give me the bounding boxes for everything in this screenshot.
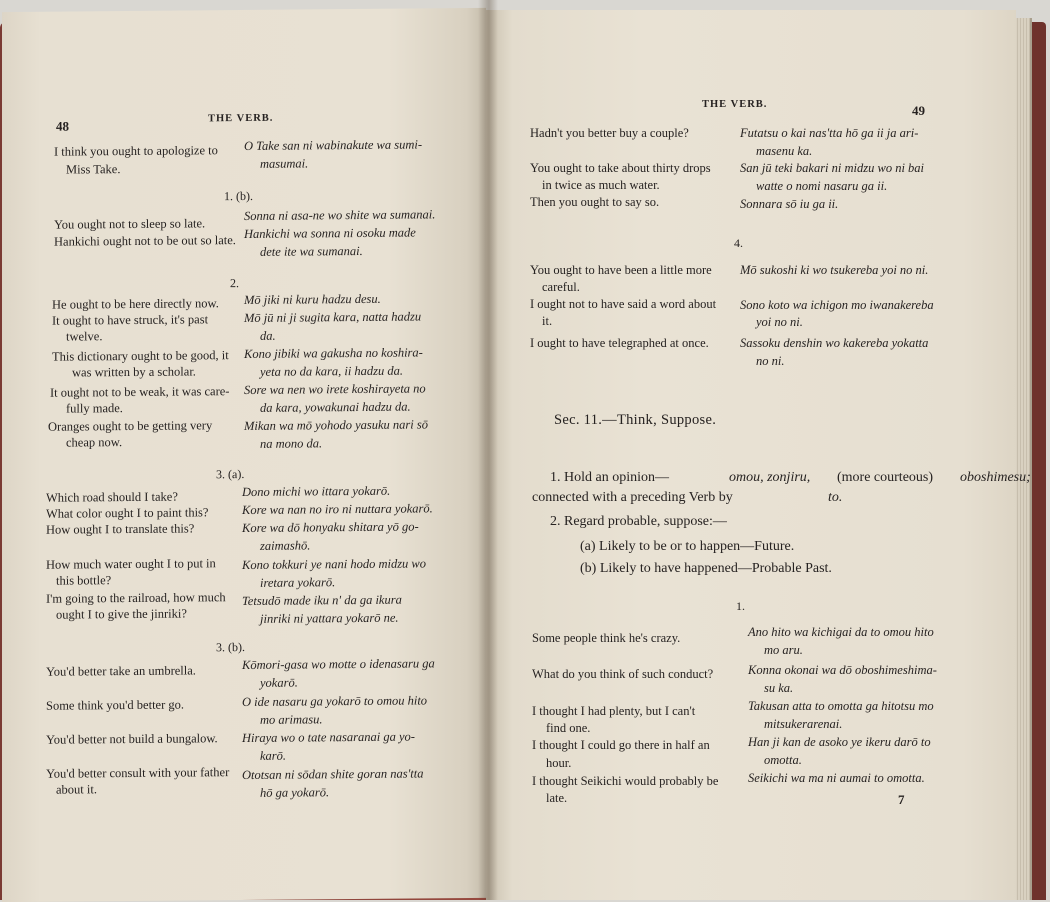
running-head-left: THE VERB.: [208, 112, 274, 125]
left-line-ja: dete ite wa sumanai.: [260, 243, 363, 259]
left-line-en: It ought to have struck, it's past: [52, 312, 209, 328]
right-line-big: (a) Likely to be or to happen—Future.: [580, 539, 795, 554]
right-line-en: Some people think he's crazy.: [532, 631, 681, 645]
left-line-ja: iretara yokarō.: [260, 575, 336, 590]
left-line-ja: Sore wa nen wo irete koshirayeta no: [244, 381, 426, 397]
left-line-en: What color ought I to paint this?: [46, 505, 209, 521]
left-line-ja: yokarō.: [260, 675, 298, 690]
left-line-ja: zaimashō.: [260, 538, 311, 553]
left-line-ja: O ide nasaru ga yokarō to omou hito: [242, 693, 428, 710]
right-line-ja: mitsukerarenai.: [764, 717, 843, 731]
left-line-ja: yeta no da kara, ii hadzu da.: [260, 363, 404, 379]
right-line-ja: su ka.: [764, 681, 794, 695]
left-line-en: I'm going to the railroad, how much: [46, 590, 226, 606]
left-line-ja: Mō jū ni ji sugita kara, natta hadzu: [244, 309, 422, 325]
left-line-ja: masumai.: [260, 156, 309, 171]
left-line-ja: Kore wa dō honyaku shitara yō go-: [242, 519, 419, 536]
right-line-en: You ought to take about thirty drops: [530, 161, 711, 175]
page-number-left: 48: [56, 118, 69, 134]
right-line-en: hour.: [546, 756, 572, 770]
left-line-ja: da.: [260, 328, 276, 343]
right-line-ja: Sassoku denshin wo kakereba yokatta: [740, 336, 929, 350]
left-line-en: cheap now.: [66, 435, 123, 450]
right-line-en: I ought to have telegraphed at once.: [530, 336, 709, 350]
left-line-en: How much water ought I to put in: [46, 556, 216, 572]
right-line-ja: San jū teki bakari ni midzu wo ni bai: [740, 161, 925, 175]
right-line-ja: Mō sukoshi ki wo tsukereba yoi no ni.: [740, 263, 929, 277]
left-line-ja: Ototsan ni sōdan shite goran nas'tta: [242, 766, 424, 783]
right-line-en: it.: [542, 314, 553, 328]
left-line-ja: Tetsudō made iku n' da ga ikura: [242, 592, 402, 609]
right-line-big: connected with a preceding Verb by: [532, 490, 733, 505]
right-line-ja: watte o nomi nasaru ga ii.: [756, 179, 888, 193]
left-line-num: 2.: [230, 276, 239, 291]
left-line-en: Miss Take.: [66, 162, 121, 177]
left-line-en: this bottle?: [56, 573, 112, 588]
left-line-ja: Sonna ni asa-ne wo shite wa sumanai.: [244, 207, 436, 223]
left-line-ja: Hankichi wa sonna ni osoku made: [244, 225, 416, 241]
left-line-num: 1. (b).: [224, 188, 253, 204]
right-line-ja: Sonnara sō iu ga ii.: [740, 197, 839, 211]
left-line-en: ought I to give the jinriki?: [56, 606, 187, 622]
left-line-en: fully made.: [66, 401, 123, 416]
right-line-en: What do you think of such conduct?: [532, 667, 714, 681]
right-line-ja: omotta.: [764, 753, 802, 767]
left-line-en: Which road should I take?: [46, 489, 178, 505]
left-line-ja: mo arimasu.: [260, 712, 323, 727]
right-line-en: I ought not to have said a word about: [530, 297, 717, 311]
right-line-bigi: oboshimesu;: [960, 470, 1031, 485]
left-line-ja: Mikan wa mō yohodo yasuku nari sō: [244, 417, 429, 433]
right-line-en: find one.: [546, 721, 591, 735]
right-line-en: Then you ought to say so.: [530, 195, 660, 209]
page-number-right: 49: [912, 103, 925, 118]
right-line-big: (more courteous): [837, 470, 934, 485]
right-line-en: careful.: [542, 280, 580, 294]
left-line-en: Oranges ought to be getting very: [48, 418, 213, 434]
left-line-ja: jinriki ni yattara yokarō ne.: [260, 610, 399, 626]
right-line-en: Hadn't you better buy a couple?: [530, 126, 689, 140]
left-line-ja: Kōmori-gasa wo motte o idenasaru ga: [242, 656, 435, 673]
left-line-en: How ought I to translate this?: [46, 521, 195, 537]
right-line-en: I thought I had plenty, but I can't: [532, 704, 696, 718]
right-line-big: (b) Likely to have happened—Probable Past.: [580, 561, 832, 576]
left-line-en: It ought not to be weak, it was care-: [50, 384, 230, 400]
signature-mark: 7: [898, 792, 905, 807]
left-line-ja: da kara, yowakunai hadzu da.: [260, 399, 411, 415]
right-line-ja: masenu ka.: [756, 144, 813, 158]
right-line-bigi: to.: [828, 490, 843, 505]
left-line-en: was written by a scholar.: [72, 364, 196, 380]
right-line-num: 4.: [734, 236, 743, 250]
right-line-en: I thought Seikichi would probably be: [532, 774, 719, 788]
right-line-en: in twice as much water.: [542, 178, 660, 192]
left-line-ja: Kono jibiki wa gakusha no koshira-: [244, 345, 423, 361]
right-line-ja: yoi no ni.: [756, 315, 803, 329]
right-line-num: 1.: [736, 599, 745, 613]
left-line-ja: Kore wa nan no iro ni nuttara yokarō.: [242, 501, 433, 518]
right-line-ja: Han ji kan de asoko ye ikeru darō to: [748, 735, 931, 749]
right-line-big: 1. Hold an opinion—: [550, 470, 669, 485]
left-line-en: twelve.: [66, 329, 103, 344]
left-line-en: He ought to be here directly now.: [52, 296, 219, 312]
left-line-en: You ought not to sleep so late.: [54, 216, 206, 232]
left-line-ja: Dono michi wo ittara yokarō.: [242, 483, 391, 500]
right-line-ja: Seikichi wa ma ni aumai to omotta.: [748, 771, 925, 785]
right-line-bigi: omou, zonjiru,: [729, 470, 811, 485]
right-line-ja: Futatsu o kai nas'tta hō ga ii ja ari-: [740, 126, 919, 140]
right-page: [486, 10, 1031, 900]
right-line-en: I thought I could go there in half an: [532, 738, 710, 752]
left-line-num: 3. (a).: [216, 466, 245, 482]
left-line-ja: Hiraya wo o tate nasaranai ga yo-: [242, 729, 415, 746]
left-line-num: 3. (b).: [216, 639, 245, 655]
left-line-en: You'd better take an umbrella.: [46, 663, 196, 679]
left-line-en: This dictionary ought to be good, it: [52, 348, 229, 364]
left-line-en: You'd better not build a bungalow.: [46, 731, 218, 747]
right-line-ja: no ni.: [756, 354, 785, 368]
right-line-ja: Ano hito wa kichigai da to omou hito: [748, 625, 934, 639]
right-line-ja: mo aru.: [764, 643, 803, 657]
right-line-sec: Sec. 11.—Think, Suppose.: [554, 412, 717, 428]
left-line-ja: hō ga yokarō.: [260, 785, 330, 800]
right-line-ja: Takusan atta to omotta ga hitotsu mo: [748, 699, 934, 713]
right-line-ja: Sono koto wa ichigon mo iwanakereba: [740, 298, 934, 312]
left-line-ja: Mō jiki ni kuru hadzu desu.: [244, 291, 381, 307]
right-line-ja: Konna okonai wa dō oboshimeshima-: [748, 663, 937, 677]
left-line-ja: Kono tokkuri ye nani hodo midzu wo: [242, 556, 427, 573]
left-line-ja: na mono da.: [260, 436, 323, 451]
left-line-ja: karō.: [260, 748, 287, 763]
right-line-big: 2. Regard probable, suppose:—: [550, 514, 727, 529]
running-head-right: THE VERB.: [702, 99, 768, 110]
left-line-en: about it.: [56, 782, 97, 797]
left-line-ja: O Take san ni wabinakute wa sumi-: [244, 137, 423, 153]
left-line-en: I think you ought to apologize to: [54, 143, 218, 159]
right-line-en: You ought to have been a little more: [530, 263, 712, 277]
left-line-en: Hankichi ought not to be out so late.: [54, 233, 236, 249]
left-line-en: You'd better consult with your father: [46, 765, 230, 781]
left-page: [2, 8, 486, 902]
left-line-en: Some think you'd better go.: [46, 697, 185, 713]
right-line-en: late.: [546, 791, 568, 805]
